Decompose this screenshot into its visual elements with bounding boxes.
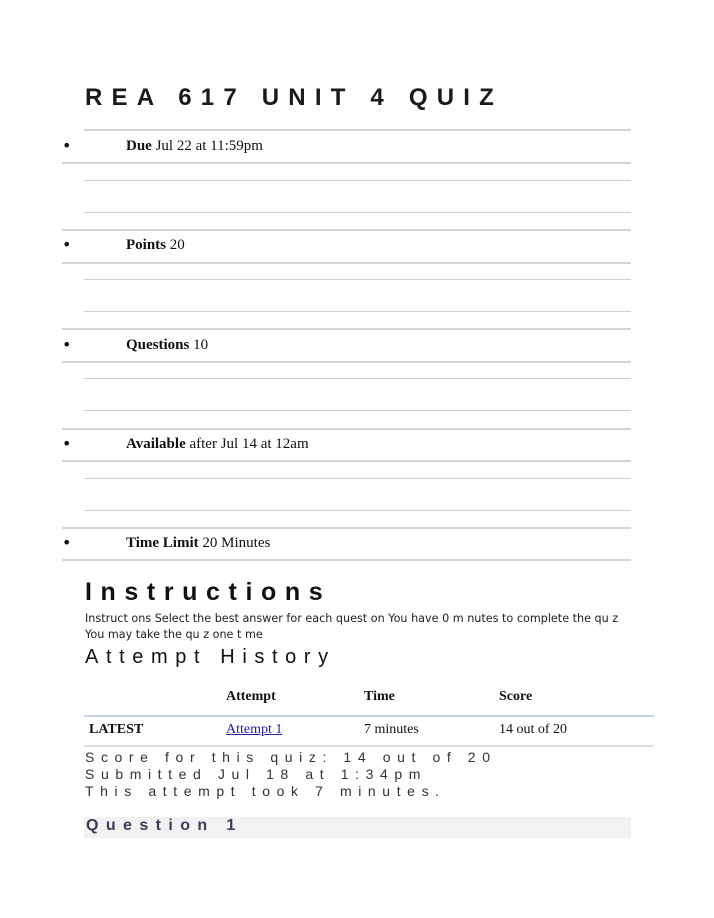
divider xyxy=(62,428,631,430)
column-header-score: Score xyxy=(499,689,533,704)
divider xyxy=(62,559,631,561)
divider xyxy=(84,478,631,479)
divider xyxy=(62,262,631,264)
time-limit-detail xyxy=(126,535,270,552)
divider xyxy=(62,460,631,462)
due-value: Jul 22 at 11:59pm xyxy=(155,138,263,154)
points-detail xyxy=(126,237,185,254)
divider xyxy=(84,279,631,280)
divider xyxy=(84,410,631,411)
bullet: • xyxy=(62,235,72,254)
attempt-1-link[interactable]: Attempt 1 xyxy=(226,722,283,737)
attempt-time: 7 minutes xyxy=(364,722,419,737)
divider xyxy=(84,129,631,131)
available-detail xyxy=(126,436,309,453)
attempt-history-heading: Attempt History xyxy=(85,646,336,668)
bullet: • xyxy=(62,335,72,354)
due-label: Due xyxy=(126,138,152,154)
score-summary: Score for this quiz: 14 out of 20 xyxy=(85,749,497,765)
time-limit-label: Time Limit xyxy=(126,535,199,551)
bullet: • xyxy=(62,533,72,552)
attempt-score: 14 out of 20 xyxy=(499,722,568,737)
submitted-time: Submitted Jul 18 at 1:34pm xyxy=(85,766,428,782)
table-header-divider xyxy=(84,715,654,717)
question-1-heading: Question 1 xyxy=(86,817,243,834)
points-label: Points xyxy=(126,237,167,253)
attempt-link-cell xyxy=(226,722,282,738)
questions-value: 10 xyxy=(193,337,209,353)
time-limit-value: 20 Minutes xyxy=(202,535,271,551)
divider xyxy=(62,328,631,330)
questions-label: Questions xyxy=(126,337,190,353)
quiz-title: REA 617 UNIT 4 QUIZ xyxy=(85,84,503,111)
divider xyxy=(84,378,631,379)
divider xyxy=(84,180,631,181)
divider xyxy=(62,162,631,164)
divider xyxy=(62,361,631,363)
bullet: • xyxy=(62,434,72,453)
due-detail xyxy=(126,138,263,155)
latest-label: LATEST xyxy=(89,722,144,737)
points-value: 20 xyxy=(169,237,185,253)
table-row-divider xyxy=(84,745,654,747)
divider xyxy=(84,212,631,213)
available-value: after Jul 14 at 12am xyxy=(189,436,309,452)
column-header-time: Time xyxy=(364,689,395,704)
questions-detail xyxy=(126,337,208,354)
instructions-heading: Instructions xyxy=(85,578,332,606)
instructions-text: Instruct ons Select the best answer for each quest on You have 0 m nutes to complete the qu z You may take the qu z one t me xyxy=(85,612,619,641)
column-header-attempt: Attempt xyxy=(226,689,276,704)
bullet: • xyxy=(62,136,72,155)
divider xyxy=(62,527,631,529)
divider xyxy=(84,510,631,511)
available-label: Available xyxy=(126,436,186,452)
divider xyxy=(62,229,631,231)
attempt-duration: This attempt took 7 minutes. xyxy=(85,783,446,799)
divider xyxy=(84,311,631,312)
